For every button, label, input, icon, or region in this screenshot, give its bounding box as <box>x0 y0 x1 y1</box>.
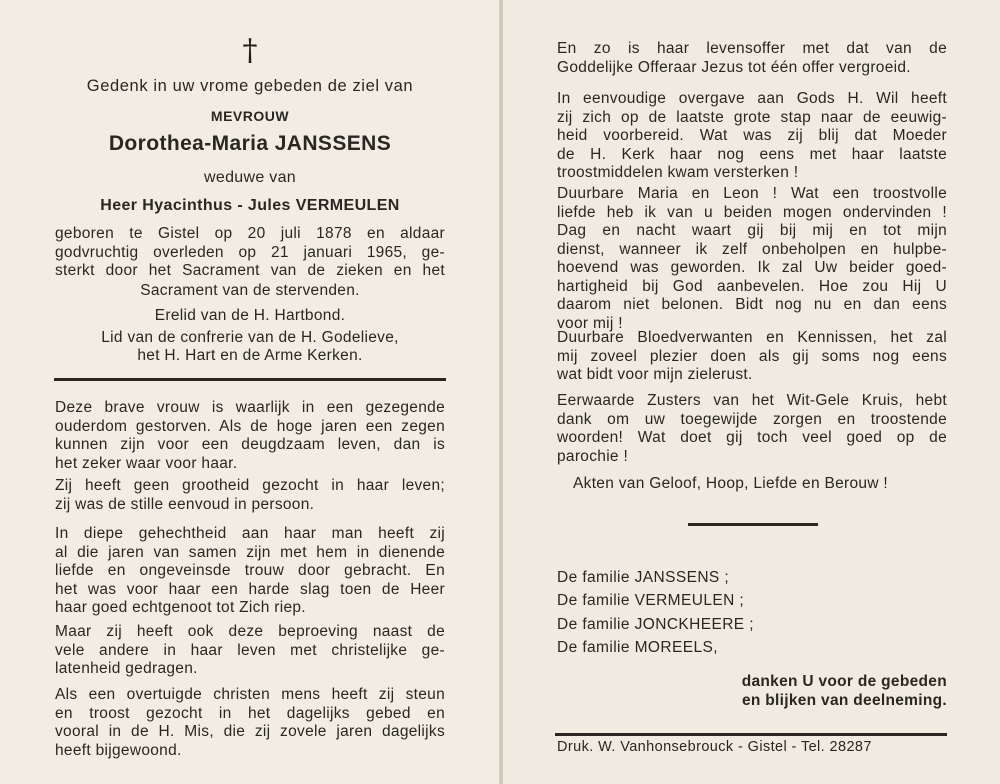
bio-line: geboren te Gistel op 20 juli 1878 en aldaar <box>55 225 445 242</box>
text-line: de H. Kerk haar nog eens met haar laatste <box>557 145 947 163</box>
text-line: In eenvoudige overgave aan Gods H. Wil heeft <box>557 90 947 107</box>
bottom-rule <box>555 733 947 736</box>
paragraph-4 <box>55 623 445 679</box>
family-line: De familie JONCKHEERE ; <box>557 616 754 633</box>
text-line: al die jaren van samen zijn met hem in dienende <box>55 543 445 561</box>
intro-line: Gedenk in uw vrome gebeden de ziel van <box>86 77 414 95</box>
text-line: Maar zij heeft ook deze beproeving naast de <box>55 623 445 640</box>
text-line: zij zich op de laatste grote stap naar de eeuwig- <box>557 108 947 126</box>
text-line: dank om uw toegewijde zorgen en troostende <box>557 410 947 428</box>
text-line: heeft bijgewoond. <box>55 741 182 759</box>
paragraph-3 <box>55 525 445 618</box>
member-line: Erelid van de H. Hartbond. <box>154 307 346 324</box>
text-line: wat bidt voor mijn zielerust. <box>557 366 753 383</box>
text-line: daarom niet belonen. Bidt nog nu en dan eens <box>557 296 947 313</box>
text-line: In diepe gehechtheid aan haar man heeft zij <box>55 525 445 542</box>
divider-rule <box>54 378 446 381</box>
text-line: kunnen zijn voor een deugdzaam leven, dan is <box>55 436 445 453</box>
text-line: Zij heeft geen grootheid gezocht in haar leven; <box>55 477 445 494</box>
right-paragraph-4 <box>557 329 947 385</box>
text-line: latenheid gedragen. <box>55 660 198 677</box>
husband-name: Heer Hyacinthus - Jules VERMEULEN <box>100 197 400 214</box>
text-line: Duurbare Bloedverwanten en Kennissen, het zal <box>557 329 947 346</box>
widow-of-line: weduwe van <box>204 169 296 186</box>
bio-block <box>55 225 445 281</box>
bio-line: godvruchtig overleden op 21 januari 1965, ge- <box>55 243 445 261</box>
right-paragraph-2 <box>557 90 947 183</box>
text-line: Deze brave vrouw is waarlijk in een gezegende <box>55 399 445 416</box>
paragraph-2 <box>55 477 445 514</box>
paragraph-5 <box>55 686 445 760</box>
text-line: vooral in de H. Mis, die zij zovele jaren dagelijks <box>55 723 445 740</box>
text-line: voor mij ! <box>557 314 623 332</box>
family-line: De familie MOREELS, <box>557 639 718 656</box>
text-line: het was voor haar een harde slag toen de Heer <box>55 580 445 598</box>
right-paragraph-1 <box>557 40 947 77</box>
title-mevrouw: MEVROUW <box>210 108 290 124</box>
paragraph-1 <box>55 399 445 473</box>
text-line: parochie ! <box>557 447 629 465</box>
text-line: het zeker waar voor haar. <box>55 454 238 472</box>
text-line: liefde heb ik van u beiden mogen ondervinden ! <box>557 203 947 221</box>
printer-line: Druk. W. Vanhonsebrouck - Gistel - Tel. 28287 <box>557 739 872 755</box>
text-line: Duurbare Maria en Leon ! Wat een troostvolle <box>557 185 947 202</box>
text-line: mij zoveel plezier doen als gij soms nog eens <box>557 347 947 365</box>
text-line: Als een overtuigde christen mens heeft zij steun <box>55 686 445 703</box>
cross-icon: † <box>242 33 258 68</box>
text-line: ouderdom gestorven. Als de hoge jaren een zegen <box>55 417 445 435</box>
text-line: woorden! Wat doet gij toch veel goed op de <box>557 429 947 446</box>
text-line: dienst, wanneer ik zelf onbeholpen en hulpbe- <box>557 240 947 258</box>
family-line: De familie JANSSENS ; <box>557 569 730 586</box>
text-line: en troost gezocht in het dagelijks gebed en <box>55 704 445 722</box>
right-paragraph-3 <box>557 185 947 333</box>
member-line: Lid van de confrerie van de H. Godelieve, <box>101 329 399 346</box>
bio-line: sterkt door het Sacrament van de zieken en het <box>55 262 445 279</box>
thanks-line: en blijken van deelneming. <box>741 692 947 709</box>
thanks-line: danken U voor de gebeden <box>741 673 947 690</box>
text-line: Eerwaarde Zusters van het Wit-Gele Kruis, hebt <box>557 392 947 409</box>
text-line: vele andere in haar leven met christelijke ge- <box>55 641 445 659</box>
member-line: het H. Hart en de Arme Kerken. <box>137 347 363 364</box>
text-line: Goddelijke Offeraar Jezus tot één offer vergroeid. <box>557 58 911 76</box>
family-line: De familie VERMEULEN ; <box>557 592 745 609</box>
text-line: zij was de stille eenvoud in persoon. <box>55 495 315 513</box>
text-line: troostmiddelen kwam versterken ! <box>557 164 799 181</box>
deceased-name: Dorothea-Maria JANSSENS <box>108 132 392 155</box>
text-line: hoevend was geworden. Ik zal Uw beider goed- <box>557 259 947 276</box>
right-paragraph-5 <box>557 392 947 466</box>
text-line: heid voorbereid. Wat was zij blij dat Moeder <box>557 127 947 144</box>
text-line: hartigheid bij God aanbevelen. Hoe zou Hij U <box>557 277 947 295</box>
right-page <box>503 0 1000 784</box>
bio-line-last: Sacrament van de stervenden. <box>140 282 360 299</box>
acts-line: Akten van Geloof, Hoop, Liefde en Berouw ! <box>573 475 889 492</box>
text-line: Dag en nacht waart gij bij mij en tot mijn <box>557 222 947 239</box>
short-rule <box>688 523 818 526</box>
text-line: En zo is haar levensoffer met dat van de <box>557 40 947 57</box>
text-line: liefde en ongeveinsde trouw door gebracht. En <box>55 562 445 579</box>
text-line: haar goed echtgenoot tot Zich riep. <box>55 599 306 616</box>
